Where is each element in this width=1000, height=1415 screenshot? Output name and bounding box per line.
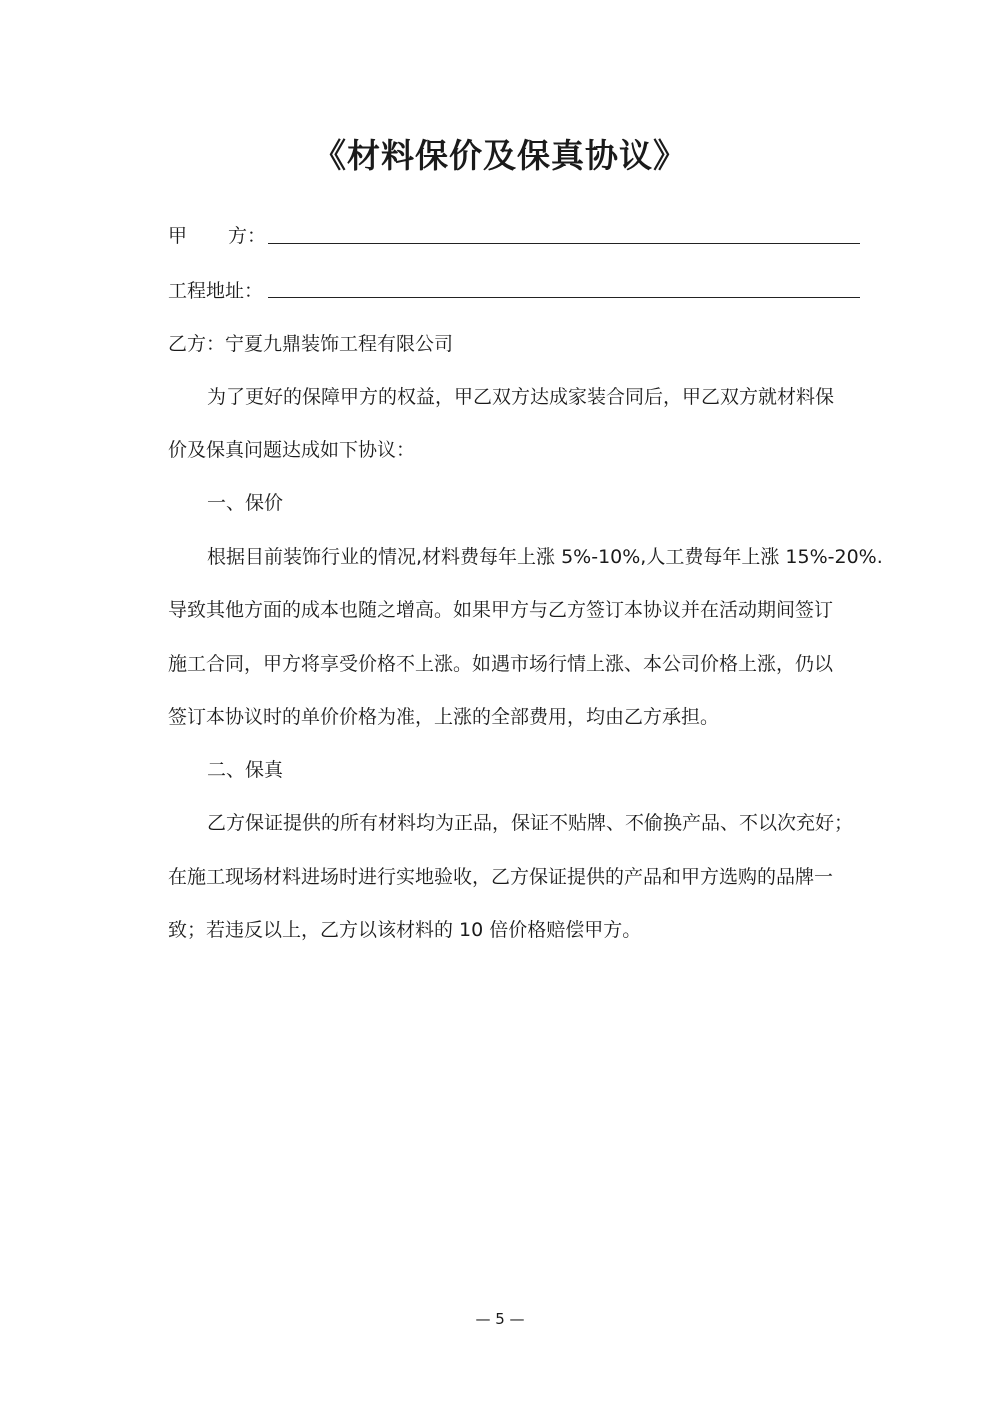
section1-line-1: 根据目前装饰行业的情况,材料费每年上涨 5%-10%,人工费每年上涨 15%-20%. [207, 546, 883, 568]
document-title: 《材料保价及保真协议》 [313, 136, 687, 175]
section2-heading: 二、保真 [207, 759, 284, 781]
address-blank-line [268, 297, 860, 298]
section1-line-4: 签订本协议时的单价价格为准，上涨的全部费用，均由乙方承担。 [168, 706, 720, 728]
section1-line-3: 施工合同，甲方将享受价格不上涨。如遇市场行情上涨、本公司价格上涨，仍以 [168, 653, 834, 675]
section2-line-3: 致；若违反以上，乙方以该材料的 10 倍价格赔偿甲方。 [168, 919, 642, 941]
section2-line-1: 乙方保证提供的所有材料均为正品，保证不贴牌、不偷换产品、不以次充好； [207, 812, 854, 834]
party-a-blank-line [268, 243, 860, 244]
party-a-label-char2: 方： [228, 225, 267, 247]
party-a-label-char1: 甲 [168, 225, 188, 247]
party-b-line: 乙方：宁夏九鼎装饰工程有限公司 [168, 333, 454, 355]
intro-line-1: 为了更好的保障甲方的权益，甲乙双方达成家装合同后，甲乙双方就材料保 [207, 386, 835, 408]
section2-line-2: 在施工现场材料进场时进行实地验收，乙方保证提供的产品和甲方选购的品牌一 [168, 866, 834, 888]
section1-line-2: 导致其他方面的成本也随之增高。如果甲方与乙方签订本协议并在活动期间签订 [168, 599, 834, 621]
page-number: — 5 — [475, 1310, 525, 1328]
section1-heading: 一、保价 [207, 492, 284, 514]
address-label: 工程地址： [168, 280, 264, 302]
intro-line-2: 价及保真问题达成如下协议： [168, 439, 416, 461]
